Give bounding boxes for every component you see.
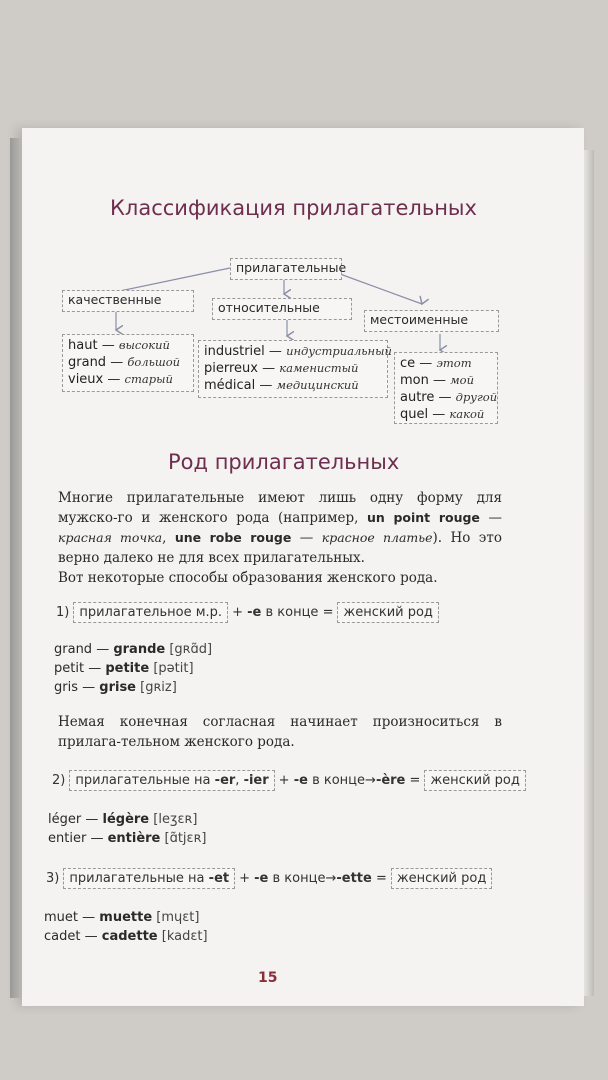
masc-form: léger bbox=[48, 812, 82, 827]
ending: -et bbox=[208, 871, 230, 886]
arrow-root-right bbox=[340, 274, 422, 304]
fem-form: légère bbox=[102, 812, 150, 827]
diagram-examples-pronominal bbox=[394, 352, 498, 424]
result-ending: -ère bbox=[375, 773, 406, 788]
masc-form: gris bbox=[54, 680, 78, 695]
page-number: 15 bbox=[258, 970, 278, 986]
rule-box-result bbox=[337, 602, 438, 623]
dash: — bbox=[88, 661, 102, 676]
example-row bbox=[68, 371, 188, 388]
heading-gender: Род прилагательных bbox=[168, 450, 400, 474]
category-label: местоименные bbox=[370, 312, 469, 327]
example-fr: quel bbox=[400, 407, 429, 422]
example-phrase: un point rouge bbox=[367, 510, 480, 525]
examples-3 bbox=[44, 908, 208, 946]
intro-text: — bbox=[291, 530, 322, 546]
example-line bbox=[54, 678, 212, 697]
intro-text: ). Но это верно далеко не для всех прилагательных. bbox=[58, 530, 502, 566]
suffix: -e bbox=[254, 871, 269, 886]
pronunciation: [ɑ̃tjɛʀ] bbox=[164, 831, 207, 846]
intro-text: Многие прилагательные имеют лишь одну форму для мужско-го и женского рода (например, bbox=[58, 490, 502, 526]
dash: — bbox=[107, 372, 121, 387]
fem-form: entière bbox=[107, 831, 161, 846]
fem-form: muette bbox=[99, 910, 153, 925]
diagram-examples-relative bbox=[198, 340, 392, 398]
example-line bbox=[54, 659, 212, 678]
ending: -ier bbox=[243, 773, 269, 788]
rule-3 bbox=[46, 868, 496, 889]
rule-2 bbox=[52, 770, 530, 791]
page-edge bbox=[584, 150, 594, 996]
fem-form: grise bbox=[99, 680, 136, 695]
suffix: -e bbox=[247, 605, 262, 620]
rule-number: 1) bbox=[56, 605, 70, 620]
dash: — bbox=[433, 373, 446, 388]
pronunciation: [gʀiz] bbox=[140, 680, 177, 695]
diagram-category-pronominal bbox=[364, 310, 499, 332]
example-fr: haut bbox=[68, 338, 98, 353]
rule-box-source bbox=[69, 770, 274, 791]
rule-mid: в конце bbox=[272, 871, 326, 886]
diagram-root-label: прилагательные bbox=[236, 260, 347, 275]
dash: — bbox=[84, 929, 98, 944]
dash: — bbox=[432, 407, 446, 422]
example-ru: высокий bbox=[118, 338, 170, 352]
fem-form: cadette bbox=[101, 929, 158, 944]
translation: красная точка bbox=[58, 530, 163, 545]
intro-text: , bbox=[162, 530, 175, 546]
dash: — bbox=[419, 356, 433, 371]
example-line bbox=[44, 927, 208, 946]
example-ru: другой bbox=[455, 390, 498, 404]
rule-source-label: прилагательные на bbox=[69, 871, 205, 886]
diagram-category-relative bbox=[212, 298, 352, 320]
example-row bbox=[400, 406, 492, 423]
example-row bbox=[204, 377, 382, 394]
masc-form: petit bbox=[54, 661, 85, 676]
rule-result-label: женский род bbox=[396, 871, 487, 886]
dash: — bbox=[82, 680, 96, 695]
example-row bbox=[204, 360, 382, 377]
rule-result-label: женский род bbox=[343, 605, 433, 620]
equals-sign: = bbox=[375, 871, 387, 886]
example-ru: большой bbox=[127, 355, 181, 369]
example-ru: старый bbox=[124, 372, 173, 386]
rule-box-source bbox=[63, 868, 235, 889]
equals-sign: = bbox=[409, 773, 421, 788]
example-ru: индустриальный bbox=[286, 344, 392, 358]
pronunciation: [gʀɑ̃d] bbox=[169, 642, 213, 657]
pronunciation: [pətit] bbox=[153, 661, 194, 676]
rule-mid: в конце bbox=[265, 605, 319, 620]
result-ending: -ette bbox=[336, 871, 372, 886]
example-row bbox=[400, 355, 492, 372]
rule-source-label: прилагательные на bbox=[75, 773, 211, 788]
example-line bbox=[44, 908, 208, 927]
example-phrase: une robe rouge bbox=[174, 530, 292, 545]
example-line bbox=[54, 640, 212, 659]
plus-sign: + bbox=[232, 605, 243, 620]
example-ru: медицинский bbox=[276, 378, 359, 392]
heading-classification: Классификация прилагательных bbox=[110, 196, 477, 220]
examples-2 bbox=[48, 810, 207, 848]
translation: красное платье bbox=[321, 530, 433, 545]
fem-form: grande bbox=[113, 642, 166, 657]
rule-box-result bbox=[424, 770, 525, 791]
masc-form: cadet bbox=[44, 929, 81, 944]
example-ru: этот bbox=[436, 356, 472, 370]
example-ru: каменистый bbox=[279, 361, 359, 375]
rule-source-label: прилагательное м.р. bbox=[79, 605, 223, 620]
equals-sign: = bbox=[322, 605, 334, 620]
dash: — bbox=[82, 910, 96, 925]
pronunciation: [leʒɛʀ] bbox=[153, 812, 198, 827]
arrow-right-icon: → bbox=[325, 871, 337, 886]
example-fr: médical bbox=[204, 378, 256, 393]
rule-1 bbox=[56, 602, 443, 623]
example-fr: vieux bbox=[68, 372, 104, 387]
note-paragraph: Немая конечная согласная начинает произноситься в прилага-тельном женского рода. bbox=[58, 714, 502, 750]
comma: , bbox=[235, 773, 240, 788]
example-fr: mon bbox=[400, 373, 429, 388]
example-row bbox=[204, 343, 392, 360]
example-row bbox=[400, 372, 492, 389]
dash: — bbox=[438, 390, 452, 405]
rule-mid: в конце bbox=[312, 773, 366, 788]
diagram-category-qualitative bbox=[62, 290, 194, 312]
example-fr: ce bbox=[400, 356, 416, 371]
suffix: -e bbox=[293, 773, 308, 788]
category-label: качественные bbox=[68, 292, 162, 307]
example-line bbox=[48, 810, 207, 829]
category-label: относительные bbox=[218, 300, 320, 315]
diagram-examples-qualitative bbox=[62, 334, 194, 392]
rule-box-source bbox=[73, 602, 228, 623]
dash: — bbox=[262, 361, 276, 376]
example-line bbox=[48, 829, 207, 848]
example-row bbox=[68, 337, 188, 354]
example-row bbox=[68, 354, 188, 371]
dash: — bbox=[101, 338, 115, 353]
example-fr: industriel bbox=[204, 344, 265, 359]
book-page bbox=[22, 128, 584, 1006]
arrow-right-icon: → bbox=[365, 773, 376, 788]
example-row bbox=[400, 389, 498, 406]
dash: — bbox=[96, 642, 110, 657]
dash: — bbox=[268, 344, 282, 359]
fem-form: petite bbox=[105, 661, 150, 676]
example-fr: grand bbox=[68, 355, 107, 370]
pronunciation: [mɥɛt] bbox=[156, 910, 200, 925]
example-fr: autre bbox=[400, 390, 435, 405]
examples-1 bbox=[54, 640, 212, 697]
masc-form: muet bbox=[44, 910, 78, 925]
intro-line2: Вот некоторые способы образования женского рода. bbox=[58, 570, 438, 586]
rule-box-result bbox=[391, 868, 492, 889]
example-ru: какой bbox=[449, 407, 485, 421]
pronunciation: [kadɛt] bbox=[161, 929, 208, 944]
example-fr: pierreux bbox=[204, 361, 258, 376]
example-ru: мой bbox=[450, 373, 475, 387]
rule-result-label: женский род bbox=[430, 773, 520, 788]
rule-number: 3) bbox=[46, 871, 60, 886]
dash: — bbox=[259, 378, 273, 393]
dash: — bbox=[110, 355, 124, 370]
intro-paragraph bbox=[58, 488, 502, 568]
masc-form: entier bbox=[48, 831, 87, 846]
rule-number: 2) bbox=[52, 773, 66, 788]
masc-form: grand bbox=[54, 642, 93, 657]
intro-text: — bbox=[479, 510, 502, 526]
dash: — bbox=[85, 812, 99, 827]
ending: -er bbox=[214, 773, 236, 788]
plus-sign: + bbox=[239, 871, 251, 886]
plus-sign: + bbox=[278, 773, 290, 788]
dash: — bbox=[90, 831, 104, 846]
diagram-root-box bbox=[230, 258, 347, 280]
